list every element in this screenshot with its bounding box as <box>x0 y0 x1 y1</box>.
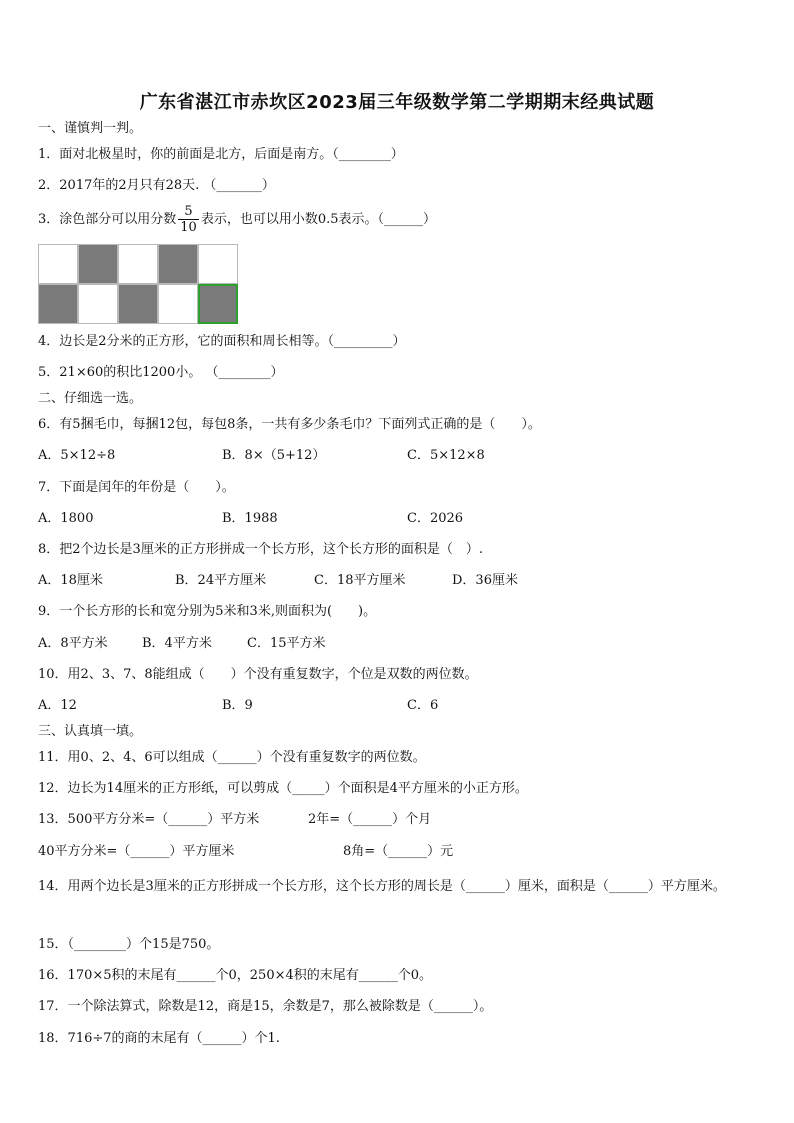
q10-option-b: B．9 <box>222 698 253 713</box>
question-8: 8．把2个边长是3厘米的正方形拼成一个长方形，这个长方形的面积是（ ）. <box>38 542 483 557</box>
q8-option-d: D．36厘米 <box>452 573 518 588</box>
question-14: 14．用两个边长是3厘米的正方形拼成一个长方形，这个长方形的周长是（______）厘米，面积是（______）平方厘米。 <box>38 879 726 894</box>
q8-option-c: C．18平方厘米 <box>314 573 406 588</box>
grid-cell-shaded <box>78 244 118 284</box>
grid-cell-empty <box>158 284 198 324</box>
q8-option-b: B．24平方厘米 <box>175 573 267 588</box>
q6-option-c: C．5×12×8 <box>407 448 485 463</box>
q7-option-a: A．1800 <box>38 511 94 526</box>
q8-option-a: A．18厘米 <box>38 573 103 588</box>
question-10: 10．用2、3、7、8能组成（ ）个没有重复数字，个位是双数的两位数。 <box>38 667 478 682</box>
question-3 <box>38 204 436 235</box>
page-title: 广东省湛江市赤坎区2023届三年级数学第二学期期末经典试题 <box>139 92 655 113</box>
shaded-grid-figure <box>38 244 238 324</box>
q6-option-b: B．8×（5+12） <box>222 448 326 463</box>
question-16: 16．170×5积的末尾有______个0，250×4积的末尾有______个0。 <box>38 968 433 983</box>
question-2: 2．2017年的2月只有28天. （_______） <box>38 178 275 193</box>
grid-cell-empty <box>198 244 238 284</box>
q10-option-c: C．6 <box>407 698 439 713</box>
q7-option-b: B．1988 <box>222 511 278 526</box>
question-1: 1．面对北极星时，你的前面是北方，后面是南方。（________） <box>38 147 404 162</box>
section-heading-3: 三、认真填一填。 <box>38 724 143 739</box>
grid-cell-empty <box>38 244 78 284</box>
question-3-text-before: 3．涂色部分可以用分数 <box>38 212 177 227</box>
q9-option-c: C．15平方米 <box>247 636 326 651</box>
grid-cell-shaded <box>118 284 158 324</box>
q9-option-b: B．4平方米 <box>142 636 212 651</box>
question-13-part-1: 13．500平方分米=（______）平方米 <box>38 812 260 827</box>
question-7: 7．下面是闰年的年份是（ ）。 <box>38 480 235 495</box>
question-11: 11．用0、2、4、6可以组成（______）个没有重复数字的两位数。 <box>38 750 426 765</box>
question-4: 4．边长是2分米的正方形，它的面积和周长相等。（_________） <box>38 334 406 349</box>
grid-cell-empty <box>78 284 118 324</box>
fraction-numerator: 5 <box>178 204 199 220</box>
question-9: 9．一个长方形的长和宽分别为5米和3米,则面积为( )。 <box>38 604 377 619</box>
q9-option-a: A．8平方米 <box>38 636 108 651</box>
fraction-denominator: 10 <box>180 220 197 235</box>
question-6: 6．有5捆毛巾，每捆12包，每包8条，一共有多少条毛巾？下面列式正确的是（ ）。 <box>38 417 541 432</box>
question-13-part-4: 8角=（______）元 <box>343 844 454 859</box>
fraction <box>178 204 199 235</box>
question-17: 17．一个除法算式，除数是12，商是15，余数是7，那么被除数是（______）。 <box>38 999 493 1014</box>
grid-cell-shaded <box>38 284 78 324</box>
section-heading-1: 一、谨慎判一判。 <box>38 121 143 136</box>
section-heading-2: 二、仔细选一选。 <box>38 391 143 406</box>
question-13-part-2: 2年=（______）个月 <box>308 812 432 827</box>
q6-option-a: A．5×12÷8 <box>38 448 116 463</box>
q10-option-a: A．12 <box>38 698 77 713</box>
question-15: 15．（________）个15是750。 <box>38 937 220 952</box>
question-3-text-after: 表示，也可以用小数0.5表示。（______） <box>200 212 437 227</box>
q7-option-c: C．2026 <box>407 511 464 526</box>
question-12: 12．边长为14厘米的正方形纸，可以剪成（_____）个面积是4平方厘米的小正方形。 <box>38 781 528 796</box>
question-18: 18．716÷7的商的末尾有（______）个1. <box>38 1031 280 1046</box>
grid-cell-shaded <box>158 244 198 284</box>
question-5: 5．21×60的积比1200小。 （________） <box>38 365 284 380</box>
grid-cell-empty <box>118 244 158 284</box>
question-13-part-3: 40平方分米=（______）平方厘米 <box>38 844 235 859</box>
grid-cell-shaded <box>198 284 238 324</box>
